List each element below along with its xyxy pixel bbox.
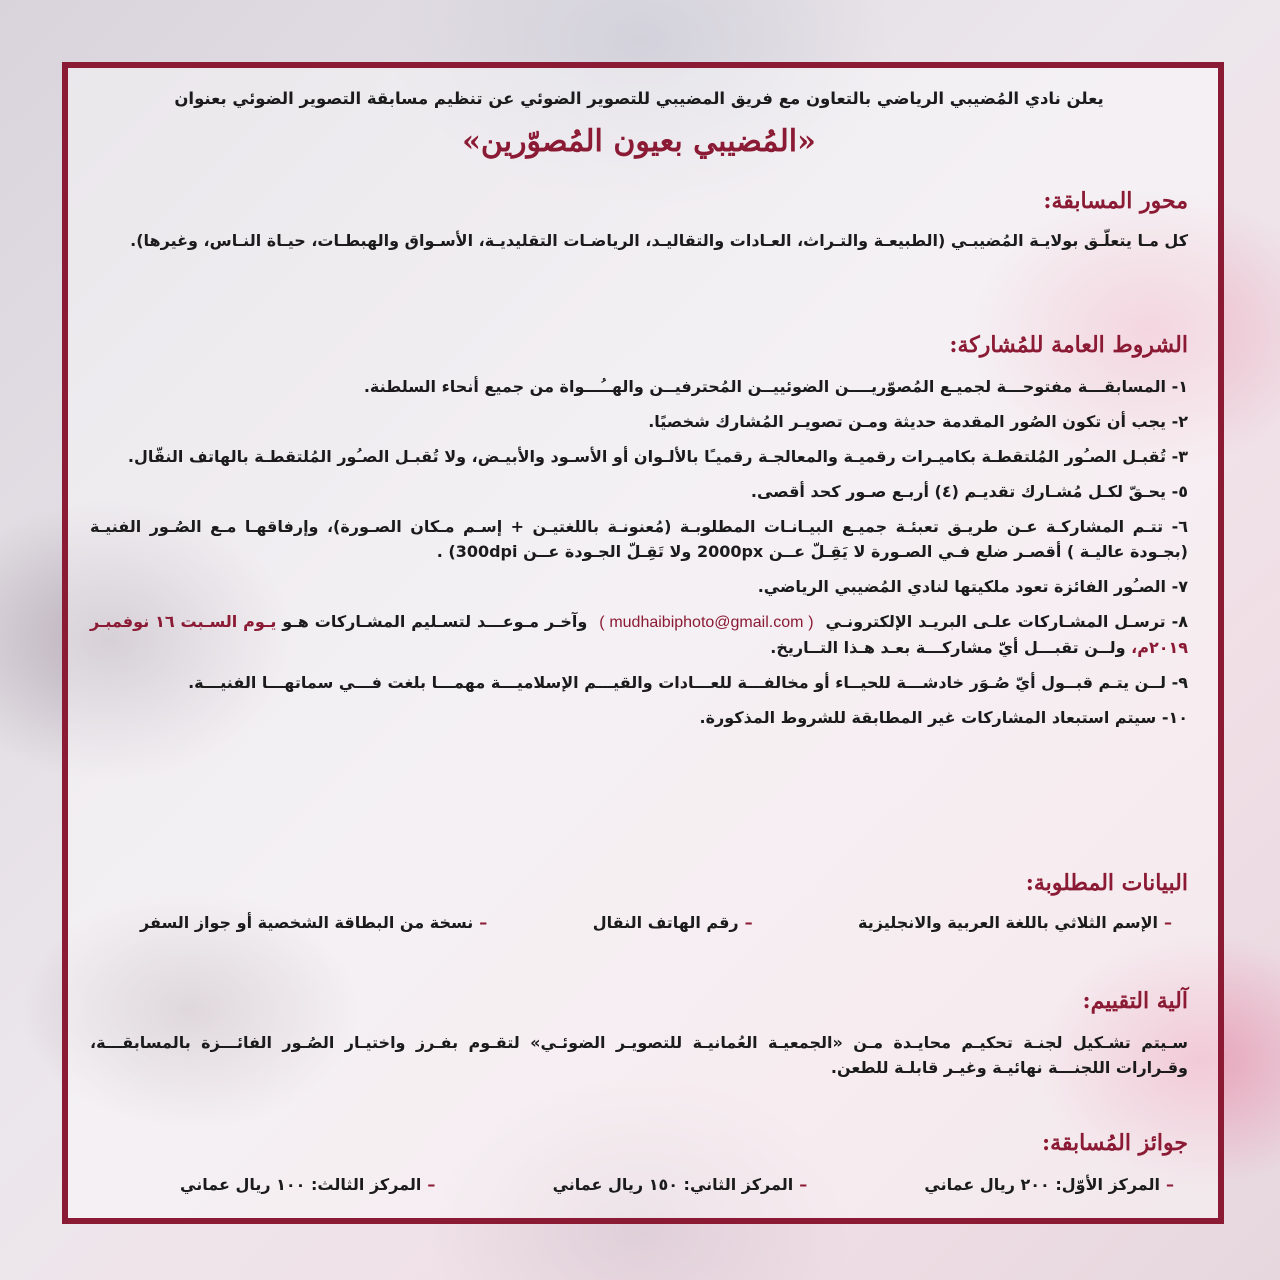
condition-item: ٢- يجب أن تكون الصُور المقدمة حديثة ومـن تصويـر المُشارك شخصيًا. — [648, 412, 1188, 431]
conditions-heading: الشروط العامة للمُشاركة: — [949, 332, 1188, 358]
evaluation-section — [90, 986, 1188, 1080]
required-data-heading: البيانات المطلوبة: — [1025, 870, 1188, 896]
prize-item-third: –المركز الثالث: ١٠٠ ريال عماني — [180, 1175, 436, 1194]
evaluation-text: سـيتم تشـكيل لجنـة تحكيـم محايـدة مـن «الجمعيـة العُمانيـة للتصويـر الضوئـي» لتقـوم بفـرز واختيـار الصُـور الفائـــزة بالمسابقـــة، وقـرارات اللجنـــة نهائيـة وغيـر قابلـة للطعن. — [90, 1033, 1188, 1077]
conditions-list — [90, 374, 1188, 730]
required-item: –الإسم الثلاثي باللغة العربية والانجليزية — [858, 913, 1172, 932]
condition-item: ١- المسابقـــة مفتوحـــة لجميـع المُصوّريــــن الضوئييــن المُحترفيــن والهــُـــواة من جميع أنحاء السلطنة. — [363, 377, 1188, 396]
contact-email-link[interactable]: ( mudhaibiphoto@gmail.com ) — [599, 614, 814, 631]
prizes-section — [90, 1128, 1188, 1197]
condition-item-email — [90, 609, 1188, 660]
required-data-section — [90, 868, 1188, 935]
prize-item-first: –المركز الأوّل: ٢٠٠ ريال عماني — [924, 1175, 1174, 1194]
axis-text: كل مـا يتعلّـق بولايـة المُضيبـي (الطبيعـة والتـراث، العـادات والتقاليـد، الرياضـات التقليديـة، الأسـواق والهبطـات، حيـاة النـاس، وغيرها). — [130, 231, 1188, 250]
conditions-section — [90, 330, 1188, 730]
condition-item: ٧- الصـُور الفائزة تعود ملكيتها لنادي المُضيبي الرياضي. — [757, 577, 1188, 596]
condition-item: ٩- لــن يتـم قبــول أيّ صُـوَر خادشـــة للحيــاء أو مخالفـــة للعـــادات والقيـــم الإسلاميـــة مهمـــا بلغت فـــي سماتهـــا الفنيـــة. — [188, 673, 1188, 692]
condition-item: ٥- يحـقّ لكـل مُشـارك تقديـم (٤) أربـع صـور كحد أقصى. — [750, 482, 1188, 501]
required-item: –نسخة من البطاقة الشخصية أو جواز السفر — [140, 913, 488, 932]
item8-text-a: ٨- ترسـل المشـاركات علـى البريـد الإلكترونـي — [825, 612, 1188, 631]
condition-item: ١٠- سيتم استبعاد المشاركات غير المطابقة للشروط المذكورة. — [699, 708, 1188, 727]
prize-item-second: –المركز الثاني: ١٥٠ ريال عماني — [552, 1175, 808, 1194]
condition-item: ٦- تتـم المشاركـة عـن طريـق تعبئـة جميـع البيـانـات المطلوبـة (مُعنونـة باللغتيـن + إسـم مـكان الصـورة)، وإرفاقهـا مـع الصُـور الفنيـة (بجـودة عاليـة ) أقصـر ضلع فـي الصـورة لا يَقِـلّ عــن 2000px ولا تَقِـلّ الجـودة عــن 300dpi) . — [90, 517, 1188, 561]
item8-text-c: ولــن تقبـــل أيّ مشاركـــة بعـد هـذا التــاريخ. — [770, 638, 1126, 657]
axis-heading: محور المسابقة: — [1043, 188, 1188, 214]
competition-title: «المُضيبي بعيون المُصوّرين» — [462, 124, 816, 159]
axis-section — [90, 186, 1188, 253]
prizes-heading: جوائز المُسابقة: — [1041, 1130, 1188, 1156]
evaluation-heading: آلية التقييم: — [1082, 988, 1188, 1014]
condition-item: ٣- تُقبـل الصـُور المُلتقطـة بكاميـرات رقميـة والمعالجـة رقميـًا بالألـوان أو الأسـود والأبيـض، ولا تُقبـل الصـُور المُلتقطـة بالهاتف النقّال. — [127, 447, 1188, 466]
required-data-list — [90, 910, 1188, 935]
intro-text: يعلن نادي المُضيبي الرياضي بالتعاون مع فريق المضيبي للتصوير الضوئي عن تنظيم مسابقة التصوير الضوئي بعنوان — [174, 89, 1104, 108]
prizes-list — [90, 1172, 1188, 1197]
deadline-date: يـوم السـبت ١٦ نوفمبـر ٢٠١٩م، — [90, 612, 1188, 657]
required-item: –رقم الهاتف النقال — [592, 913, 753, 932]
item8-text-b: وآخـر مـوعـــد لتسـليم المشـاركات هـو — [282, 612, 588, 631]
